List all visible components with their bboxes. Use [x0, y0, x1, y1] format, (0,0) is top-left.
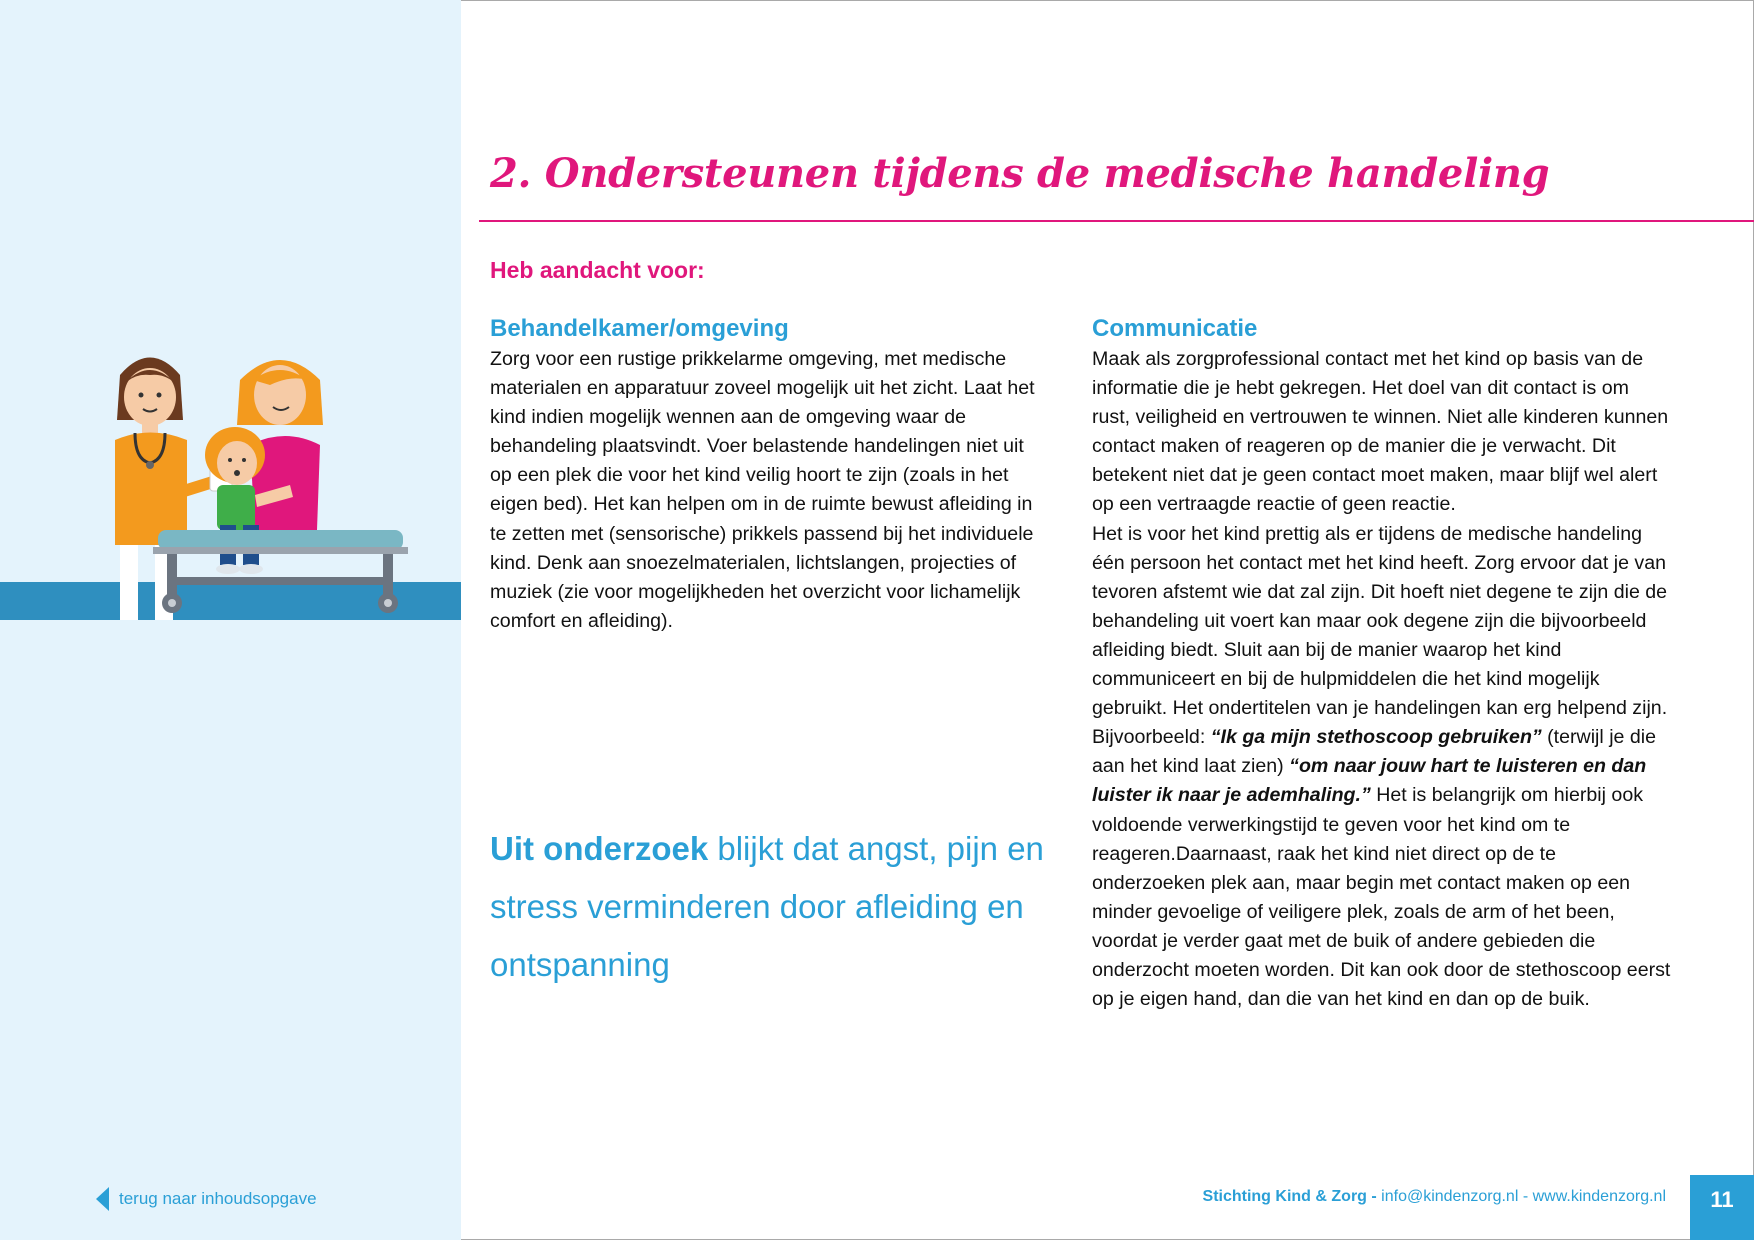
communication-text-b: (terwijl je die aan het kind laat zien)	[1092, 726, 1657, 778]
page-number: 11	[1690, 1175, 1754, 1240]
example-quote-2: “om naar jouw hart te luisteren en dan luister ik naar je ademhaling.”	[1092, 755, 1647, 807]
example-quote-1: “Ik ga mijn stethoscoop gebruiken”	[1210, 726, 1542, 749]
back-link-label: terug naar inhoudsopgave	[119, 1189, 317, 1208]
footer-contact	[1203, 1188, 1666, 1206]
section-subheading: Heb aandacht voor:	[490, 257, 705, 283]
back-arrow-icon	[96, 1187, 109, 1211]
exam-table	[153, 530, 408, 613]
footer-links[interactable]: info@kindenzorg.nl - www.kindenzorg.nl	[1376, 1188, 1666, 1205]
sidebar	[0, 0, 461, 1240]
quote-text: blijkt dat angst, pijn en stress verminderen door afleiding en ontspanning	[490, 830, 1044, 983]
communication-text-a: Het is voor het kind prettig als er tijdens de medische handeling één persoon het contact met het kind heeft. Zorg ervoor dat je van tevoren afstemt wie dat zal zijn. Dit hoeft niet degene te zijn die de behandeling uit voert kan maar ook degene zijn die bijvoorbeeld afleiding biedt. Sluit aan bij de manier waarop het kind communiceert en bij de hulpmiddelen die het kind mogelijk gebruikt. Het ondertitelen van je handelingen kan erg helpend zijn. Bijvoorbeeld:	[1092, 522, 1668, 749]
medical-scene-illustration	[95, 345, 415, 620]
footer-org: Stichting Kind & Zorg -	[1202, 1188, 1377, 1205]
environment-heading: Behandelkamer/omgeving	[490, 315, 789, 342]
communication-heading: Communicatie	[1092, 315, 1258, 342]
communication-text-c: Het is belangrijk om hierbij ook voldoende verwerkingstijd te geven voor het kind om te reageren.Daarnaast, raak het kind niet direct op de te onderzoeken plek aan, maar begin met contact maken op een minder gevoelige of veiligere plek, zoals de arm of het been, voordat je verder gaat met de buik of andere gebieden die onderzocht moeten worden. Dit kan ook door de stethoscoop eerst op je eigen hand, dan die van het kind en dan op de buik.	[1092, 784, 1671, 1011]
quote-emphasis: Uit onderzoek	[490, 830, 709, 867]
research-quote	[490, 820, 1050, 994]
left-column	[490, 315, 1050, 636]
right-column	[1092, 315, 1672, 1014]
back-to-contents-link[interactable]	[96, 1187, 317, 1211]
page-title: 2. Ondersteunen tijdens de medische handeling	[490, 150, 1550, 197]
title-divider	[479, 220, 1754, 222]
communication-paragraph-2	[1092, 520, 1672, 1015]
communication-paragraph-1: Maak als zorgprofessional contact met het kind op basis van de informatie die je hebt gekregen. Het doel van dit contact is om rust, veiligheid en vertrouwen te winnen. Niet alle kinderen kunnen contact maken of reageren op de manier die je verwacht. Dit betekent niet dat je geen contact moet maken, maar blijf wel alert op een vertraagde reactie of geen reactie.	[1092, 348, 1669, 516]
environment-body: Zorg voor een rustige prikkelarme omgeving, met medische materialen en apparatuur zoveel mogelijk uit het zicht. Laat het kind indien mogelijk wennen aan de omgeving waar de behandeling plaatsvindt. Voer belastende handelingen niet uit op een plek die voor het kind veilig hoort te zijn (zoals in het eigen bed). Het kan helpen om in de ruimte bewust afleiding in te zetten met (sensorische) prikkels passend bij het individuele kind. Denk aan snoezelmaterialen, lichtslangen, projecties of muziek (zie voor mogelijkheden het overzicht voor lichamelijk comfort en afleiding).	[490, 348, 1035, 632]
